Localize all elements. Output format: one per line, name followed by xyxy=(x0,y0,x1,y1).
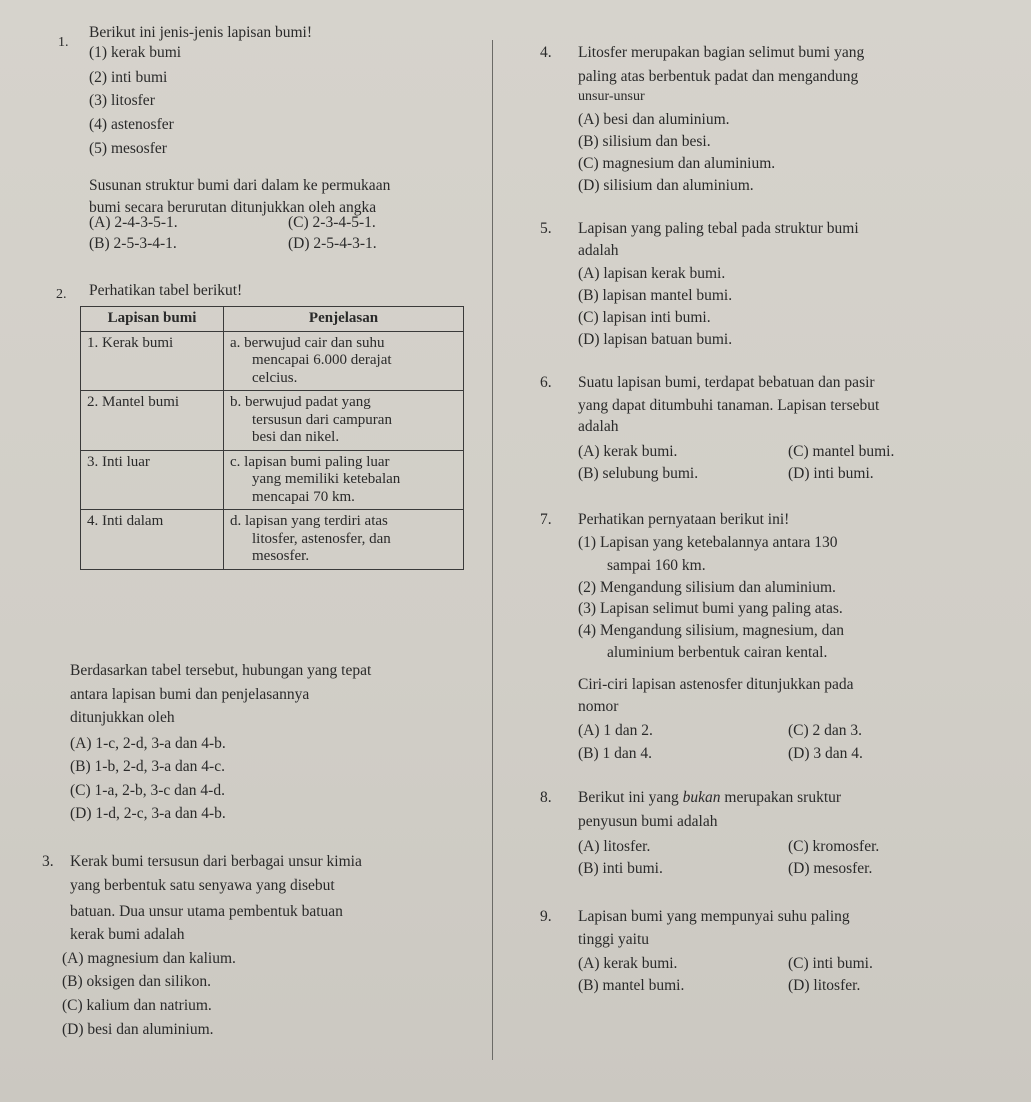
desc-line: mencapai 6.000 derajat xyxy=(252,352,392,368)
q7-statement-2: (2) Mengandung silisium dan aluminium. xyxy=(578,579,836,596)
desc-line: yang memiliki ketebalan xyxy=(252,471,401,487)
q1-item-4: (4) astenosfer xyxy=(89,116,174,133)
desc-line: besi dan nikel. xyxy=(252,429,340,445)
q4-option-d[interactable]: (D) silisium dan aluminium. xyxy=(578,177,754,194)
q7-statement-1-cont: sampai 160 km. xyxy=(607,557,706,574)
q1-option-a[interactable]: (A) 2-4-3-5-1. xyxy=(89,214,178,231)
q8-option-d[interactable]: (D) mesosfer. xyxy=(788,860,873,877)
column-divider xyxy=(492,40,493,1060)
q6-stem-line1: Suatu lapisan bumi, terdapat bebatuan dan pasir xyxy=(578,374,875,391)
q9-number: 9. xyxy=(540,908,552,925)
q1-item-1: (1) kerak bumi xyxy=(89,44,182,61)
table-cell-desc xyxy=(224,331,464,391)
desc-line: d. lapisan yang terdiri atas xyxy=(230,513,388,529)
q5-option-a[interactable]: (A) lapisan kerak bumi. xyxy=(578,265,726,282)
q7-option-b[interactable]: (B) 1 dan 4. xyxy=(578,745,653,762)
table-row xyxy=(81,510,464,570)
q7-statement-3: (3) Lapisan selimut bumi yang paling atas. xyxy=(578,600,843,617)
q6-stem-line2: yang dapat ditumbuhi tanaman. Lapisan tersebut xyxy=(578,397,880,414)
q3-number: 3. xyxy=(42,853,54,870)
q8-stem-line1 xyxy=(578,789,841,807)
q4-option-b[interactable]: (B) silisium dan besi. xyxy=(578,133,711,150)
q4-option-c[interactable]: (C) magnesium dan aluminium. xyxy=(578,155,776,172)
table-row xyxy=(81,331,464,391)
q6-stem-line3: adalah xyxy=(578,418,619,435)
desc-line: c. lapisan bumi paling luar xyxy=(230,453,390,470)
q1-option-c[interactable]: (C) 2-3-4-5-1. xyxy=(288,214,376,231)
q3-stem-line2: yang berbentuk satu senyawa yang disebut xyxy=(70,877,335,894)
q9-option-b[interactable]: (B) mantel bumi. xyxy=(578,977,685,994)
q3-option-d[interactable]: (D) besi dan aluminium. xyxy=(62,1021,214,1038)
q1-stem-line2: bumi secara berurutan ditunjukkan oleh angka xyxy=(89,199,377,216)
q2-stem-line2: antara lapisan bumi dan penjelasannya xyxy=(70,686,310,703)
q7-statement-4-cont: aluminium berbentuk cairan kental. xyxy=(607,644,828,661)
q1-item-3: (3) litosfer xyxy=(89,92,155,109)
q7-stem-line1: Ciri-ciri lapisan astenosfer ditunjukkan pada xyxy=(578,676,854,693)
q9-stem-line2: tinggi yaitu xyxy=(578,931,650,948)
q4-stem-line2: paling atas berbentuk padat dan mengandung xyxy=(578,68,859,85)
q6-option-c[interactable]: (C) mantel bumi. xyxy=(788,443,895,460)
table-cell-desc xyxy=(224,450,464,510)
q3-option-b[interactable]: (B) oksigen dan silikon. xyxy=(62,973,211,990)
q7-statement-1: (1) Lapisan yang ketebalannya antara 130 xyxy=(578,534,838,551)
q4-stem-line3: unsur-unsur xyxy=(578,89,645,104)
layer-table xyxy=(80,306,464,570)
desc-line: mesosfer. xyxy=(252,548,310,564)
q5-option-c[interactable]: (C) lapisan inti bumi. xyxy=(578,309,711,326)
q2-stem-line3: ditunjukkan oleh xyxy=(70,709,175,726)
table-cell-desc xyxy=(224,391,464,451)
q9-stem-line1: Lapisan bumi yang mempunyai suhu paling xyxy=(578,908,850,925)
q8-stem-pre: Berikut ini yang xyxy=(578,789,683,806)
q3-stem-line4: kerak bumi adalah xyxy=(70,926,185,943)
q7-option-c[interactable]: (C) 2 dan 3. xyxy=(788,722,863,739)
q5-option-d[interactable]: (D) lapisan batuan bumi. xyxy=(578,331,733,348)
q4-stem-line1: Litosfer merupakan bagian selimut bumi yang xyxy=(578,44,865,61)
q8-option-b[interactable]: (B) inti bumi. xyxy=(578,860,663,877)
desc-line: litosfer, astenosfer, dan xyxy=(252,530,391,547)
table-header-desc: Penjelasan xyxy=(224,307,464,332)
desc-line: mencapai 70 km. xyxy=(252,488,355,505)
q6-option-d[interactable]: (D) inti bumi. xyxy=(788,465,874,482)
q2-prompt: Perhatikan tabel berikut! xyxy=(89,282,243,299)
table-header-layer: Lapisan bumi xyxy=(81,307,224,332)
q8-option-a[interactable]: (A) litosfer. xyxy=(578,838,651,855)
q9-option-c[interactable]: (C) inti bumi. xyxy=(788,955,873,972)
q8-option-c[interactable]: (C) kromosfer. xyxy=(788,838,880,855)
q2-option-a[interactable]: (A) 1-c, 2-d, 3-a dan 4-b. xyxy=(70,735,226,752)
table-row xyxy=(81,391,464,451)
q5-stem-line1: Lapisan yang paling tebal pada struktur bumi xyxy=(578,220,859,237)
desc-line: b. berwujud padat yang xyxy=(230,394,371,410)
q9-option-a[interactable]: (A) kerak bumi. xyxy=(578,955,678,972)
q2-option-d[interactable]: (D) 1-d, 2-c, 3-a dan 4-b. xyxy=(70,805,226,822)
q5-number: 5. xyxy=(540,220,552,237)
table-cell-layer: 2. Mantel bumi xyxy=(81,391,224,451)
q2-option-b[interactable]: (B) 1-b, 2-d, 3-a dan 4-c. xyxy=(70,758,225,775)
table-cell-layer: 4. Inti dalam xyxy=(81,510,224,570)
q1-item-2: (2) inti bumi xyxy=(89,69,168,86)
desc-line: celcius. xyxy=(252,369,298,386)
q8-number: 8. xyxy=(540,789,552,806)
q4-option-a[interactable]: (A) besi dan aluminium. xyxy=(578,111,730,128)
q3-option-c[interactable]: (C) kalium dan natrium. xyxy=(62,997,212,1014)
q5-stem-line2: adalah xyxy=(578,242,619,259)
q2-option-c[interactable]: (C) 1-a, 2-b, 3-c dan 4-d. xyxy=(70,782,225,799)
table-row xyxy=(81,450,464,510)
q6-option-a[interactable]: (A) kerak bumi. xyxy=(578,443,678,460)
q3-option-a[interactable]: (A) magnesium dan kalium. xyxy=(62,950,236,967)
q1-stem-line1: Susunan struktur bumi dari dalam ke permukaan xyxy=(89,177,391,194)
q9-option-d[interactable]: (D) litosfer. xyxy=(788,977,861,994)
q3-stem-line3: batuan. Dua unsur utama pembentuk batuan xyxy=(70,903,343,920)
table-header-row xyxy=(81,307,464,332)
table-cell-layer: 1. Kerak bumi xyxy=(81,331,224,391)
q7-prompt: Perhatikan pernyataan berikut ini! xyxy=(578,511,790,528)
q7-statement-4: (4) Mengandung silisium, magnesium, dan xyxy=(578,622,845,639)
q5-option-b[interactable]: (B) lapisan mantel bumi. xyxy=(578,287,733,304)
q2-number: 2. xyxy=(56,287,67,302)
q7-stem-line2: nomor xyxy=(578,698,619,715)
desc-line: tersusun dari campuran xyxy=(252,411,392,428)
q1-prompt: Berikut ini jenis-jenis lapisan bumi! xyxy=(89,24,312,41)
table-cell-layer: 3. Inti luar xyxy=(81,450,224,510)
q7-option-d[interactable]: (D) 3 dan 4. xyxy=(788,745,863,762)
q8-stem-post: merupakan sruktur xyxy=(720,789,842,806)
q1-option-b[interactable]: (B) 2-5-3-4-1. xyxy=(89,235,177,252)
desc-line: a. berwujud cair dan suhu xyxy=(230,334,385,351)
q6-number: 6. xyxy=(540,374,552,391)
q4-number: 4. xyxy=(540,44,552,61)
q2-stem-line1: Berdasarkan tabel tersebut, hubungan yang tepat xyxy=(70,662,372,679)
q1-option-d[interactable]: (D) 2-5-4-3-1. xyxy=(288,235,377,252)
q8-stem-emphasis: bukan xyxy=(682,789,721,806)
q1-number: 1. xyxy=(58,35,69,50)
q1-item-5: (5) mesosfer xyxy=(89,140,167,157)
q6-option-b[interactable]: (B) selubung bumi. xyxy=(578,465,699,482)
q7-option-a[interactable]: (A) 1 dan 2. xyxy=(578,722,653,739)
q3-stem-line1: Kerak bumi tersusun dari berbagai unsur kimia xyxy=(70,853,362,870)
table-cell-desc xyxy=(224,510,464,570)
q8-stem-line2: penyusun bumi adalah xyxy=(578,813,718,830)
q7-number: 7. xyxy=(540,511,552,528)
